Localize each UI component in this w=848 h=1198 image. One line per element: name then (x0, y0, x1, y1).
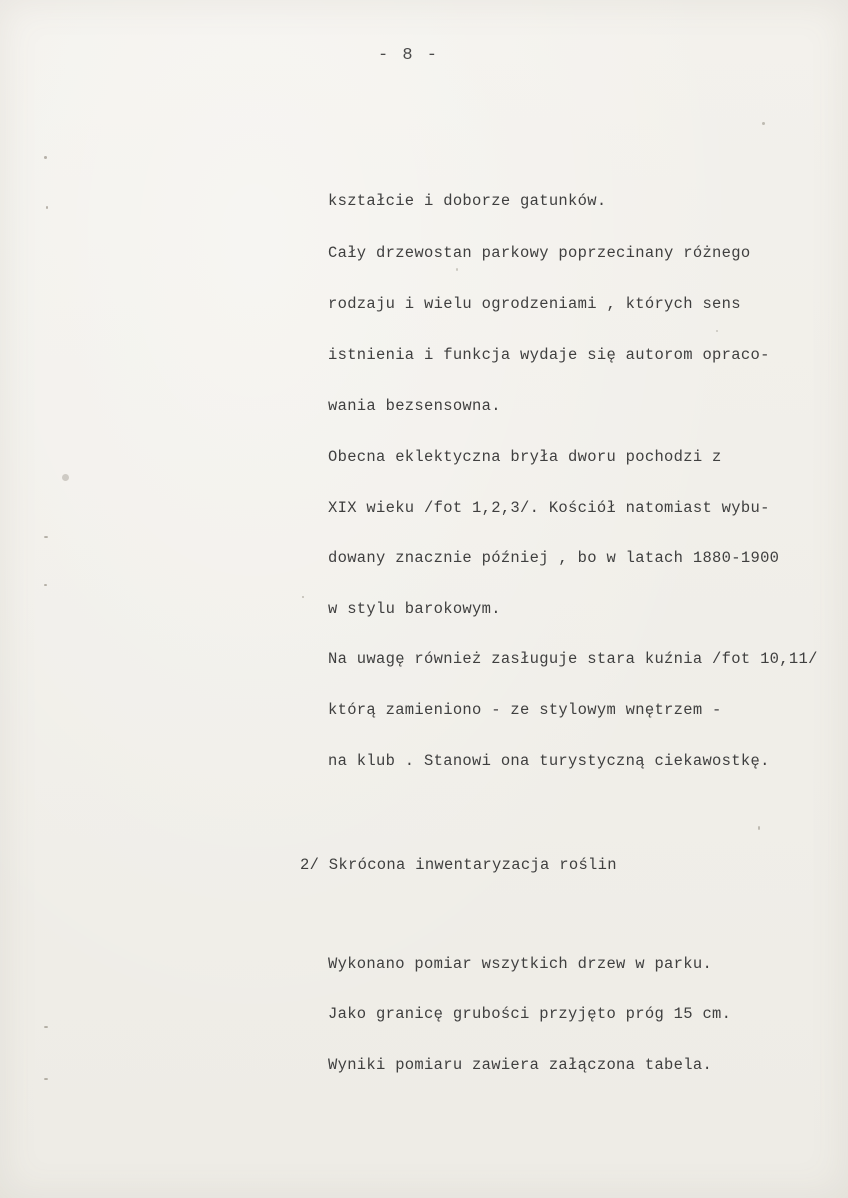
paper-speck (302, 596, 304, 598)
paper-speck (762, 122, 765, 125)
text-line: dowany znacznie później , bo w latach 1880-1900 (328, 549, 780, 567)
text-line: na klub . Stanowi ona turystyczną ciekawostkę. (328, 752, 770, 770)
text-line: w stylu barokowym. (328, 600, 501, 618)
paper-speck (456, 268, 458, 271)
text-line: istnienia i funkcja wydaje się autorom opraco- (328, 346, 770, 364)
text-line: którą zamieniono - ze stylowym wnętrzem - (328, 701, 722, 719)
text-line: XIX wieku /fot 1,2,3/. Kościół natomiast wybu- (328, 499, 770, 517)
paper-speck (716, 330, 718, 332)
margin-speck (44, 584, 47, 586)
paper-speck (758, 826, 760, 830)
section-heading: 2/ Skrócona inwentaryzacja roślin (300, 856, 617, 874)
text-line: Cały drzewostan parkowy poprzecinany różnego (328, 244, 751, 262)
paper-speck (62, 474, 69, 481)
text-line: Jako granicę grubości przyjęto próg 15 cm. (328, 1005, 732, 1023)
text-line: Na uwagę również zasługuje stara kuźnia /fot 10,11/ (328, 650, 818, 668)
page-number: - 8 - (378, 46, 440, 65)
text-line: Wyniki pomiaru zawiera załączona tabela. (328, 1056, 713, 1074)
text-line: wania bezsensowna. (328, 397, 501, 415)
text-line: Wykonano pomiar wszytkich drzew w parku. (328, 955, 713, 973)
margin-speck (44, 536, 48, 538)
text-line: Obecna eklektyczna bryła dworu pochodzi z (328, 448, 722, 466)
margin-speck (44, 156, 47, 159)
margin-speck (44, 1078, 48, 1080)
text-line: rodzaju i wielu ogrodzeniami , których sens (328, 295, 741, 313)
margin-speck (44, 1026, 48, 1028)
margin-speck (46, 206, 48, 209)
text-line: kształcie i doborze gatunków. (328, 192, 607, 210)
